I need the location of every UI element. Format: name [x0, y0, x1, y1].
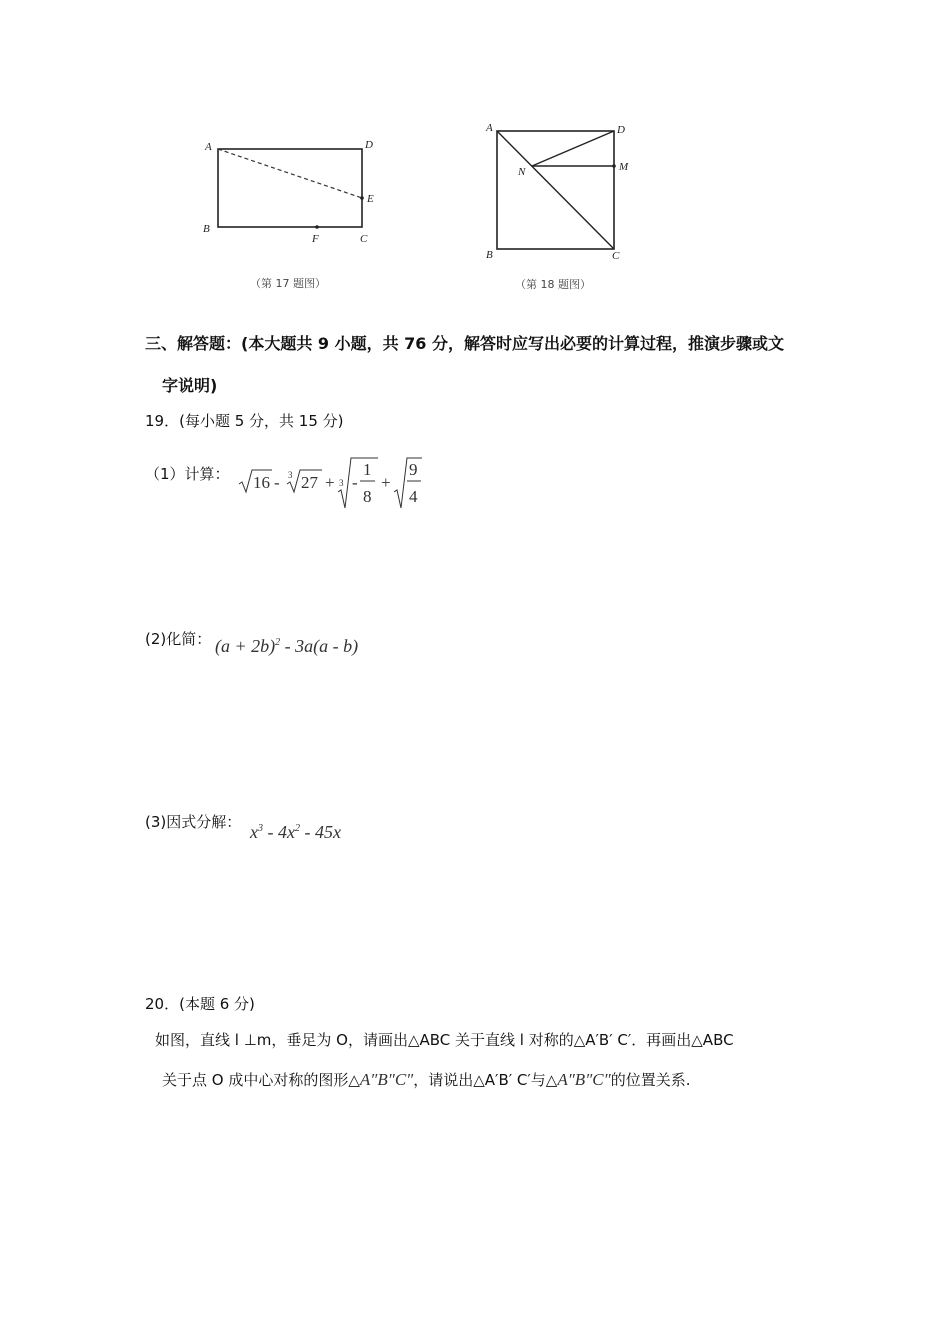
- q19-p2-base: (a + 2b): [215, 636, 276, 656]
- q19-plus-1: +: [325, 473, 335, 492]
- q19-p3-e1: 3: [258, 823, 263, 834]
- q19-cbrt-index-1: 3: [288, 470, 293, 480]
- q19-sqrt16-radicand: 16: [253, 473, 270, 492]
- fig18-caption: （第 18 题图）: [515, 278, 591, 291]
- q19-frac1-num: 1: [363, 460, 372, 479]
- section-title-line1: 三、解答题：(本大题共 9 小题，共 76 分，解答时应写出必要的计算过程，推演步骤或文: [145, 334, 784, 353]
- fig17-label-a: A: [205, 141, 212, 153]
- q20-line2-a: 关于点 O 成中心对称的图形△: [162, 1071, 360, 1089]
- q19-header: 19．(每小题 5 分，共 15 分): [145, 412, 344, 430]
- fig17-caption: （第 17 题图）: [250, 277, 326, 290]
- q19-minus-1: -: [274, 473, 280, 492]
- fig17-label-c: C: [360, 233, 368, 245]
- q19-plus-2: +: [381, 473, 391, 492]
- q20-line1: 如图，直线 l ⊥m，垂足为 O，请画出△ABC 关于直线 l 对称的△A′B′ C′．再画出△ABC: [155, 1031, 734, 1049]
- section-title-line2: 字说明): [162, 376, 218, 395]
- q19-p3-t3: - 45x: [299, 822, 341, 842]
- figure-17: [195, 128, 395, 298]
- q19-part3-expression: [250, 822, 341, 843]
- fig18-label-a: A: [486, 122, 493, 134]
- q19-part1-label: （1）计算：: [145, 465, 230, 483]
- q19-p2-rest: - 3a(a - b): [280, 636, 359, 656]
- fig18-label-m: M: [619, 161, 629, 173]
- fig17-point-f: [315, 225, 319, 229]
- fig17-label-b: B: [203, 223, 210, 235]
- q19-part2-label: (2)化简：: [145, 630, 212, 648]
- fig18-label-b: B: [486, 249, 493, 261]
- q19-part2-expression: [215, 636, 358, 657]
- fig17-label-e: E: [367, 193, 374, 205]
- q19-frac2-num: 9: [409, 460, 418, 479]
- fig18-point-m: [612, 164, 616, 168]
- q20-line2-c: 的位置关系.: [610, 1071, 691, 1089]
- q19-part1-expression: [236, 454, 436, 514]
- figure-18: [480, 118, 650, 298]
- q19-cbrt-index-2: 3: [339, 478, 344, 488]
- fig18-label-c: C: [612, 250, 620, 262]
- q20-line2-b: ，请说出△A′B′ C′与△: [413, 1071, 558, 1089]
- fig18-line-nd: [532, 131, 614, 166]
- q19-cbrt27-radicand: 27: [301, 473, 318, 492]
- q19-p3-t1: x: [250, 822, 258, 842]
- fig18-label-d: D: [617, 124, 625, 136]
- fig17-rectangle: [218, 149, 362, 227]
- fig17-label-f: F: [312, 233, 319, 245]
- fig17-label-d: D: [365, 139, 373, 151]
- fig17-point-e: [360, 196, 364, 200]
- q19-p3-e2: 2: [294, 823, 300, 834]
- q20-line2-m2: A″B″C″: [557, 1070, 611, 1089]
- q19-frac2-den: 4: [409, 487, 418, 506]
- q19-cbrt-neg-sign: -: [352, 473, 358, 492]
- q20-line2-m1: A″B″C″: [359, 1070, 414, 1089]
- fig18-diagonal-ac: [497, 131, 614, 249]
- q19-p2-exp: 2: [275, 637, 281, 648]
- fig18-label-n: N: [518, 166, 526, 178]
- q20-line2: [162, 1069, 690, 1090]
- q20-header: 20．(本题 6 分): [145, 995, 255, 1013]
- q19-p3-t2: - 4x: [263, 822, 295, 842]
- q19-part3-label: (3)因式分解：: [145, 813, 242, 831]
- fig17-dashed-ae: [218, 149, 362, 198]
- q19-frac1-den: 8: [363, 487, 372, 506]
